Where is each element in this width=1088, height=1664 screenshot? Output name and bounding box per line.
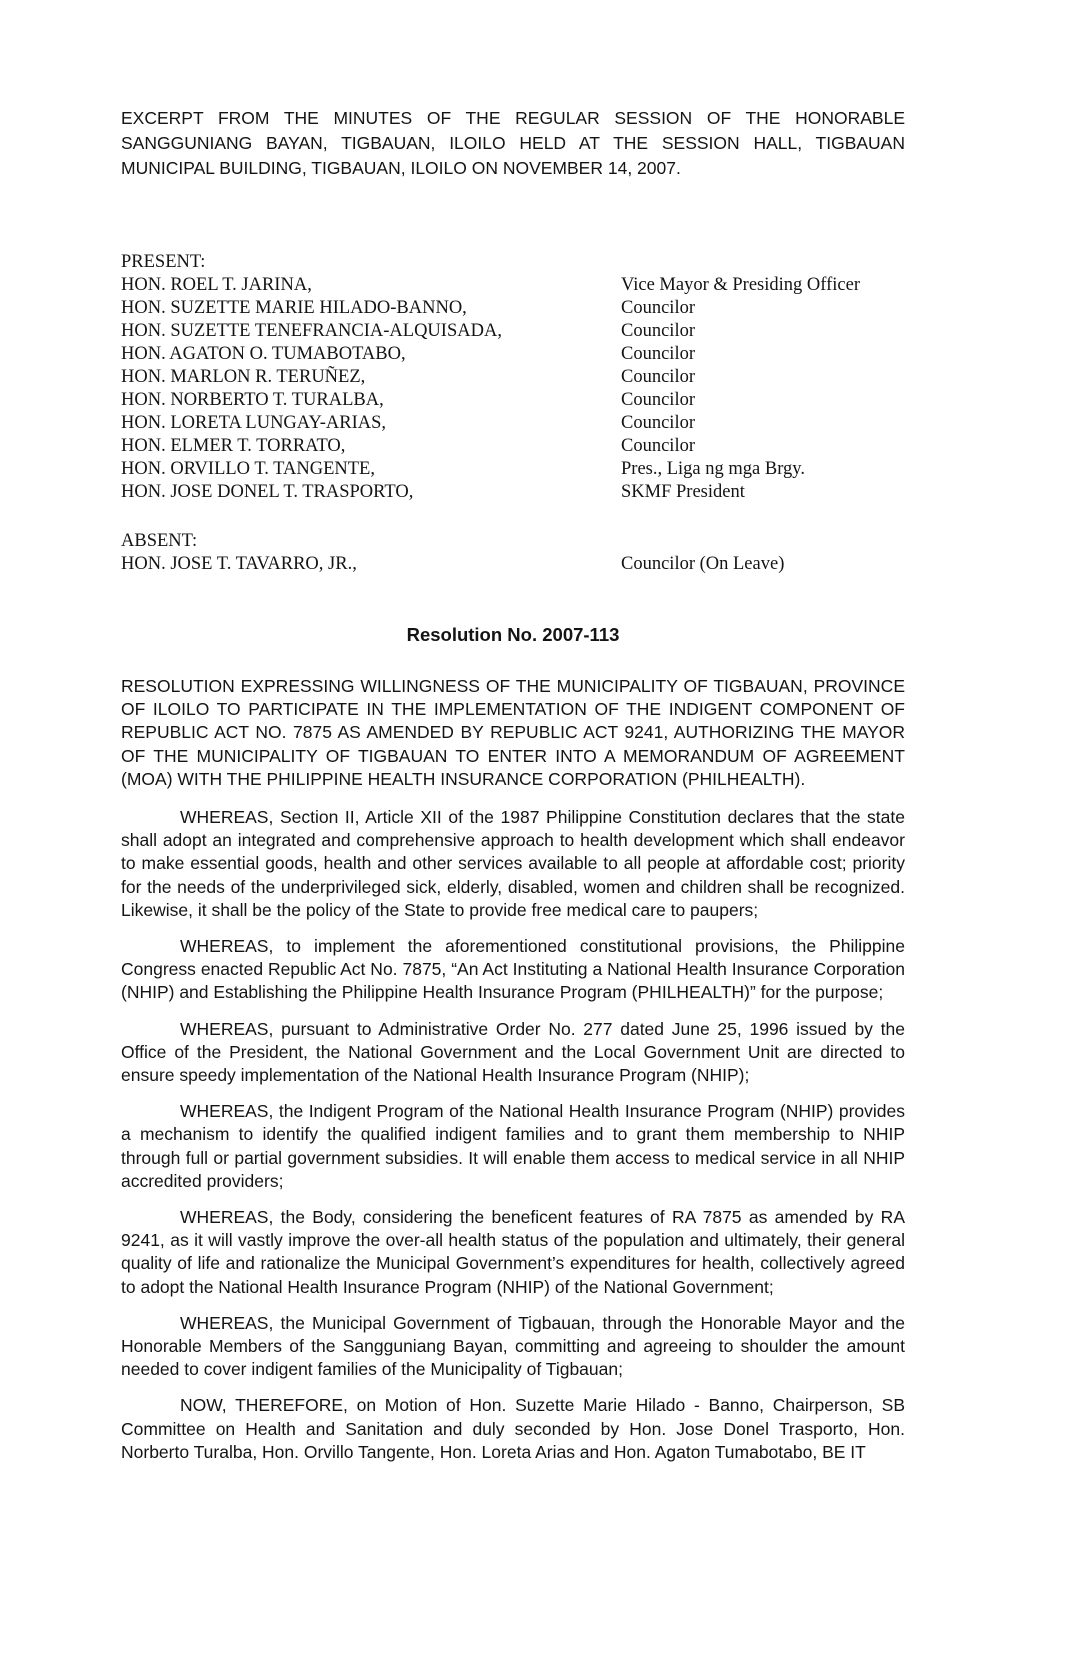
attendee-row <box>121 435 905 458</box>
attendee-title: Councilor <box>621 413 695 433</box>
present-label: PRESENT: <box>121 252 206 272</box>
absent-label: ABSENT: <box>121 531 198 551</box>
attendee-name: HON. ORVILLO T. TANGENTE, <box>121 459 375 479</box>
attendee-name: HON. ELMER T. TORRATO, <box>121 436 346 456</box>
resolution-number-heading: Resolution No. 2007-113 <box>406 624 620 645</box>
whereas-paragraph-5: WHEREAS, the Body, considering the beneficent features of RA 7875 as amended by RA 9241, as it will vastly improve the over-all health status of the population and ultimately, their general quality of life and rationalize the Municipal Government’s expenditures for health, collectively agreed to adopt the National Health Insurance Program (NHIP) of the National Government; <box>121 1207 905 1297</box>
attendee-row <box>121 274 905 297</box>
attendee-name: HON. SUZETTE MARIE HILADO-BANNO, <box>121 298 467 318</box>
attendee-title: Vice Mayor & Presiding Officer <box>621 275 860 295</box>
attendee-row <box>121 481 905 504</box>
whereas-paragraph-2: WHEREAS, to implement the aforementioned constitutional provisions, the Philippine Congress enacted Republic Act No. 7875, “An Act Instituting a National Health Insurance Corporation (NHIP) and Establishing the Philippine Health Insurance Program (PHILHEALTH)” for the purpose; <box>121 936 905 1003</box>
absent-name: HON. JOSE T. TAVARRO, JR., <box>121 554 357 574</box>
absent-title: Councilor (On Leave) <box>621 554 785 574</box>
attendee-name: HON. SUZETTE TENEFRANCIA-ALQUISADA, <box>121 321 502 341</box>
attendee-title: Councilor <box>621 390 695 410</box>
attendee-row <box>121 297 905 320</box>
absent-list <box>121 553 905 576</box>
attendee-name: HON. AGATON O. TUMABOTABO, <box>121 344 406 364</box>
attendee-title: SKMF President <box>621 482 745 502</box>
absent-row <box>121 553 905 576</box>
whereas-paragraph-6: WHEREAS, the Municipal Government of Tigbauan, through the Honorable Mayor and the Honorable Members of the Sangguniang Bayan, committing and agreeing to shoulder the amount needed to cover indigent families of the Municipality of Tigbauan; <box>121 1312 905 1380</box>
whereas-paragraph-4: WHEREAS, the Indigent Program of the National Health Insurance Program (NHIP) provides a mechanism to identify the qualified indigent families and to grant them membership to NHIP through full or partial government subsidies. It will enable them access to medical service in all NHIP accredited providers; <box>121 1101 905 1191</box>
attendee-name: HON. LORETA LUNGAY-ARIAS, <box>121 413 387 433</box>
attendee-name: HON. JOSE DONEL T. TRASPORTO, <box>121 482 414 502</box>
whereas-paragraph-1: WHEREAS, Section II, Article XII of the 1987 Philippine Constitution declares that the state shall adopt an integrated and comprehensive approach to health development which shall endeavor to make essential goods, health and other services available to all people at affordable cost; priority for the needs of the underprivileged sick, elderly, disabled, women and children shall be recognized. Likewise, it shall be the policy of the State to provide free medical care to paupers; <box>121 807 905 920</box>
attendee-row <box>121 412 905 435</box>
attendee-name: HON. MARLON R. TERUÑEZ, <box>121 367 366 387</box>
attendee-title: Councilor <box>621 344 695 364</box>
attendee-row <box>121 320 905 343</box>
attendee-title: Councilor <box>621 367 695 387</box>
present-list <box>121 274 905 504</box>
document-header: EXCERPT FROM THE MINUTES OF THE REGULAR SESSION OF THE HONORABLE SANGGUNIANG BAYAN, TIGBAUAN, ILOILO HELD AT THE SESSION HALL, TIGBAUAN MUNICIPAL BUILDING, TIGBAUAN, ILOILO ON NOVEMBER 14, 2007. <box>121 108 905 178</box>
attendee-name: HON. NORBERTO T. TURALBA, <box>121 390 384 410</box>
attendee-title: Councilor <box>621 436 695 456</box>
attendee-title: Councilor <box>621 321 695 341</box>
attendee-row <box>121 343 905 366</box>
attendee-name: HON. ROEL T. JARINA, <box>121 275 312 295</box>
attendee-title: Councilor <box>621 298 695 318</box>
attendee-row <box>121 389 905 412</box>
attendee-row <box>121 458 905 481</box>
now-therefore-paragraph: NOW, THEREFORE, on Motion of Hon. Suzette Marie Hilado - Banno, Chairperson, SB Committee on Health and Sanitation and duly seconded by Hon. Jose Donel Trasporto, Hon. Norberto Turalba, Hon. Orvillo Tangente, Hon. Loreta Arias and Hon. Agaton Tumabotabo, BE IT <box>121 1395 905 1462</box>
attendee-row <box>121 366 905 389</box>
resolution-title: RESOLUTION EXPRESSING WILLINGNESS OF THE MUNICIPALITY OF TIGBAUAN, PROVINCE OF ILOILO TO PARTICIPATE IN THE IMPLEMENTATION OF THE INDIGENT COMPONENT OF REPUBLIC ACT NO. 7875 AS AMENDED BY REPUBLIC ACT 9241, AUTHORIZING THE MAYOR OF THE MUNICIPALITY OF TIGBAUAN TO ENTER INTO A MEMORANDUM OF AGREEMENT (MOA) WITH THE PHILIPPINE HEALTH INSURANCE CORPORATION (PHILHEALTH). <box>121 676 905 789</box>
whereas-paragraph-3: WHEREAS, pursuant to Administrative Order No. 277 dated June 25, 1996 issued by the Office of the President, the National Government and the Local Government Unit are directed to ensure speedy implementation of the National Health Insurance Program (NHIP); <box>121 1018 905 1086</box>
attendee-title: Pres., Liga ng mga Brgy. <box>621 459 805 479</box>
